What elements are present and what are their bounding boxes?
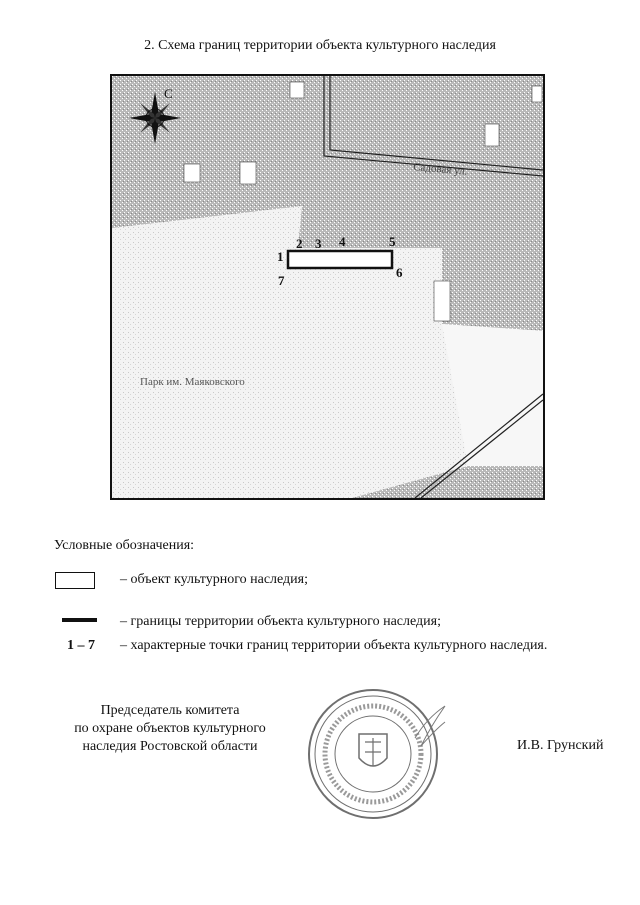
signatory-position xyxy=(50,702,290,756)
page-title: 2. Схема границ территории объекта культурного наследия xyxy=(144,38,496,53)
boundary-point-5: 5 xyxy=(389,234,396,249)
building xyxy=(240,162,256,184)
legend-points-symbol: 1 – 7 xyxy=(67,638,95,653)
legend-object-symbol xyxy=(55,572,95,589)
site-scheme-map xyxy=(110,74,545,500)
boundary-point-6: 6 xyxy=(396,265,403,280)
building xyxy=(290,82,304,98)
boundary-point-1: 1 xyxy=(277,249,284,264)
boundary-point-4: 4 xyxy=(339,234,346,249)
signatory-name: И.В. Грунский xyxy=(517,738,604,753)
boundary-point-2: 2 xyxy=(296,236,303,251)
legend-object-text: – объект культурного наследия; xyxy=(120,572,308,587)
compass-north-label: С xyxy=(164,86,173,101)
building xyxy=(485,124,499,146)
building xyxy=(532,86,542,102)
legend-boundary-text: – границы территории объекта культурного наследия; xyxy=(120,614,441,629)
position-line: наследия Ростовской области xyxy=(82,739,258,754)
legend-points-text: – характерные точки границ территории объекта культурного наследия. xyxy=(120,638,548,653)
official-seal-stamp xyxy=(303,682,447,826)
boundary-point-3: 3 xyxy=(315,236,322,251)
position-line: по охране объектов культурного xyxy=(74,721,266,736)
legend-boundary-symbol xyxy=(62,618,97,622)
position-line: Председатель комитета xyxy=(100,703,240,718)
map-drawing xyxy=(112,76,543,498)
legend-heading: Условные обозначения: xyxy=(54,538,195,553)
building xyxy=(434,281,450,321)
boundary-point-7: 7 xyxy=(278,273,285,288)
park-label: Парк им. Маяковского xyxy=(140,376,245,388)
coat-of-arms-icon xyxy=(359,734,387,766)
building xyxy=(184,164,200,182)
street-label: Садовая ул. xyxy=(412,161,468,178)
heritage-object-boundary xyxy=(288,251,392,268)
